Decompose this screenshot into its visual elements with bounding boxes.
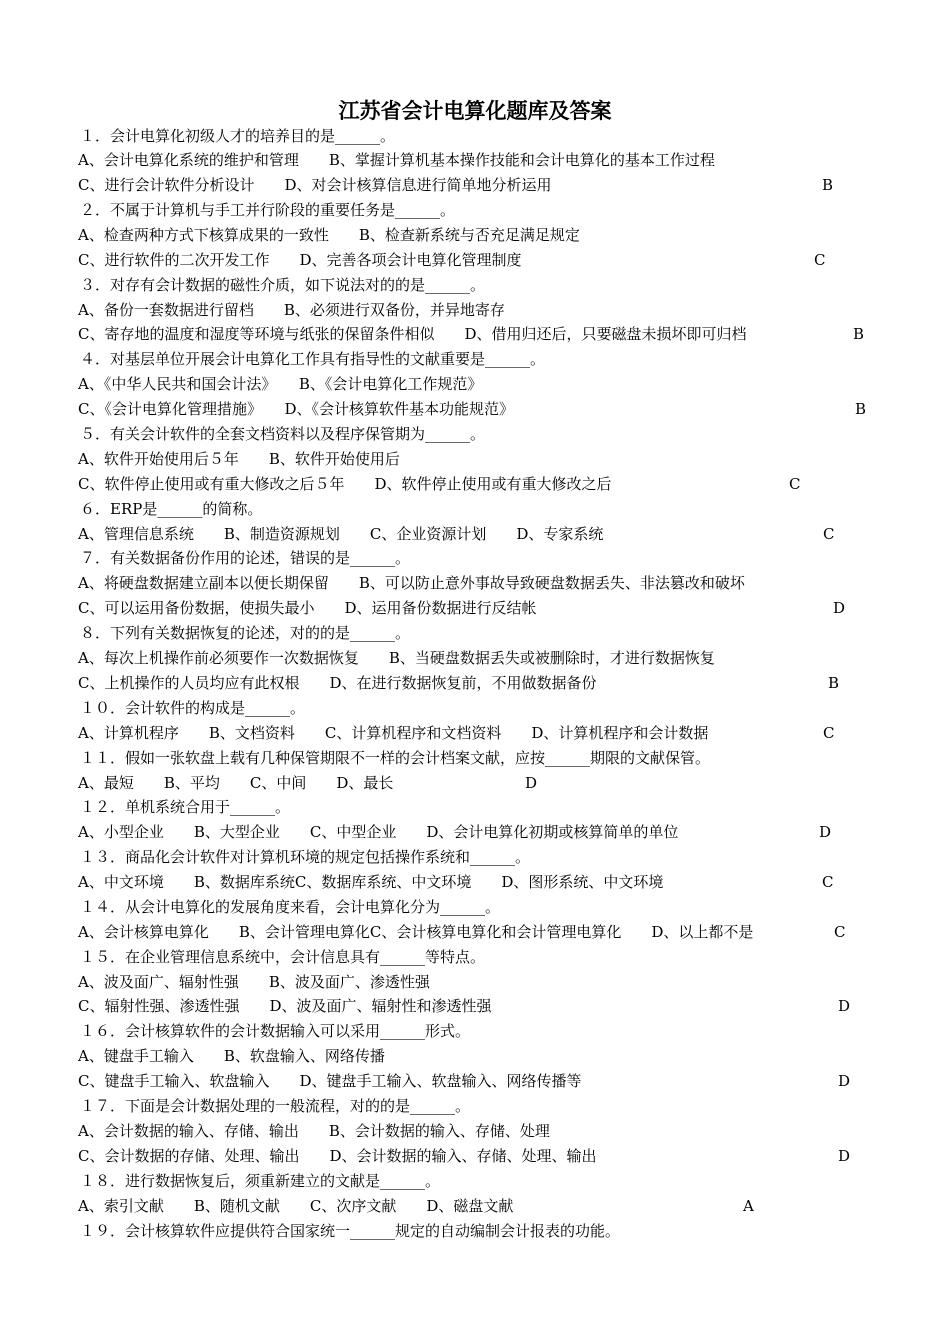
option-line: A、中文环境 B、数据库系统C、数据库系统、中文环境 D、图形系统、中文环境 (78, 873, 664, 891)
question-line: ６．ERP是______的简称。 (80, 500, 263, 518)
question-line: １５．在企业管理信息系统中，会计信息具有______等特点。 (80, 948, 486, 966)
option-line: A、软件开始使用后５年 B、软件开始使用后 (78, 450, 400, 468)
answer-label: D (819, 823, 832, 841)
answer-label: C (814, 251, 826, 269)
option-line: A、小型企业 B、大型企业 C、中型企业 D、会计电算化初期或核算简单的单位 (78, 823, 679, 841)
option-line: C、寄存地的温度和湿度等环境与纸张的保留条件相似 D、借用归还后，只要磁盘未损坏即可归档 (78, 325, 747, 343)
option-line: C、上机操作的人员均应有此权根 D、在进行数据恢复前，不用做数据备份 (78, 674, 597, 692)
answer-label: B (828, 674, 840, 692)
option-line: C、《会计电算化管理措施》 D、《会计核算软件基本功能规范》 (78, 400, 515, 418)
option-line: C、进行会计软件分析设计 D、对会计核算信息进行简单地分析运用 (78, 176, 552, 194)
answer-label: B (853, 325, 865, 343)
option-line: A、《中华人民共和国会计法》 B、《会计电算化工作规范》 (78, 375, 483, 393)
question-line: ２．不属于计算机与手工并行阶段的重要任务是______。 (80, 201, 456, 219)
question-line: １８．进行数据恢复后，须重新建立的文献是______。 (80, 1172, 441, 1190)
question-line: ７．有关数据备份作用的论述，错误的是______。 (80, 549, 411, 567)
answer-label: C (822, 873, 834, 891)
option-line: A、每次上机操作前必须要作一次数据恢复 B、当硬盘数据丢失或被删除时，才进行数据恢复 (78, 649, 715, 667)
question-line: １２．单机系统合用于______。 (80, 798, 291, 816)
option-line: A、会计数据的输入、存储、输出 B、会计数据的输入、存储、处理 (78, 1122, 550, 1140)
question-line: １４．从会计电算化的发展角度来看，会计电算化分为______。 (80, 898, 501, 916)
answer-label: D (525, 774, 538, 792)
option-line: A、索引文献 B、随机文献 C、次序文献 D、磁盘文献 (78, 1197, 514, 1215)
option-line: A、会计电算化系统的维护和管理 B、掌握计算机基本操作技能和会计电算化的基本工作过程 (78, 151, 715, 169)
answer-label: D (833, 599, 846, 617)
question-line: １９．会计核算软件应提供符合国家统一______规定的自动编制会计报表的功能。 (80, 1222, 621, 1240)
answer-label: D (838, 1072, 851, 1090)
option-line: A、波及面广、辐射性强 B、波及面广、渗透性强 (78, 973, 430, 991)
option-line: C、辐射性强、渗透性强 D、波及面广、辐射性和渗透性强 (78, 997, 492, 1015)
answer-label: B (855, 400, 867, 418)
option-line: A、将硬盘数据建立副本以便长期保留 B、可以防止意外事故导致硬盘数据丢失、非法篡改和破坏 (78, 574, 745, 592)
option-line: C、可以运用备份数据，使损失最小 D、运用备份数据进行反结帐 (78, 599, 537, 617)
answer-label: C (834, 923, 846, 941)
option-line: A、检查两种方式下核算成果的一致性 B、检查新系统与否充足满足规定 (78, 226, 580, 244)
question-line: ８．下列有关数据恢复的论述，对的的是______。 (80, 624, 411, 642)
answer-label: C (789, 475, 801, 493)
option-line: A、备份一套数据进行留档 B、必须进行双备份，并异地寄存 (78, 301, 505, 319)
question-line: １．会计电算化初级人才的培养目的是______。 (80, 127, 396, 145)
option-line: A、计算机程序 B、文档资料 C、计算机程序和文档资料 D、计算机程序和会计数据 (78, 724, 709, 742)
question-line: １０．会计软件的构成是______。 (80, 699, 306, 717)
option-line: A、会计核算电算化 B、会计管理电算化C、会计核算电算化和会计管理电算化 D、以上都不是 (78, 923, 754, 941)
answer-label: D (838, 1147, 851, 1165)
question-line: １３．商品化会计软件对计算机环境的规定包括操作系统和______。 (80, 848, 531, 866)
option-line: C、软件停止使用或有重大修改之后５年 D、软件停止使用或有重大修改之后 (78, 475, 612, 493)
question-line: １１．假如一张软盘上载有几种保管期限不一样的会计档案文献，应按______期限的文献保管。 (80, 749, 711, 767)
answer-label: C (823, 724, 835, 742)
question-line: ３．对存有会计数据的磁性介质，如下说法对的的是______。 (80, 276, 486, 294)
option-line: A、管理信息系统 B、制造资源规划 C、企业资源计划 D、专家系统 (78, 525, 604, 543)
document-title: 江苏省会计电算化题库及答案 (338, 98, 612, 123)
answer-label: D (838, 997, 851, 1015)
question-line: ４．对基层单位开展会计电算化工作具有指导性的文献重要是______。 (80, 350, 546, 368)
answer-label: B (822, 176, 834, 194)
option-line: C、进行软件的二次开发工作 D、完善各项会计电算化管理制度 (78, 251, 522, 269)
option-line: A、键盘手工输入 B、软盘输入、网络传播 (78, 1047, 385, 1065)
option-line: C、会计数据的存储、处理、输出 D、会计数据的输入、存储、处理、输出 (78, 1147, 597, 1165)
answer-label: A (743, 1197, 754, 1215)
option-line: A、最短 B、平均 C、中间 D、最长 (78, 774, 394, 792)
question-line: １７．下面是会计数据处理的一般流程，对的的是______。 (80, 1097, 471, 1115)
question-line: ５．有关会计软件的全套文档资料以及程序保管期为______。 (80, 425, 486, 443)
answer-label: C (823, 525, 835, 543)
question-line: １６．会计核算软件的会计数据输入可以采用______形式。 (80, 1022, 471, 1040)
option-line: C、键盘手工输入、软盘输入 D、键盘手工输入、软盘输入、网络传播等 (78, 1072, 582, 1090)
